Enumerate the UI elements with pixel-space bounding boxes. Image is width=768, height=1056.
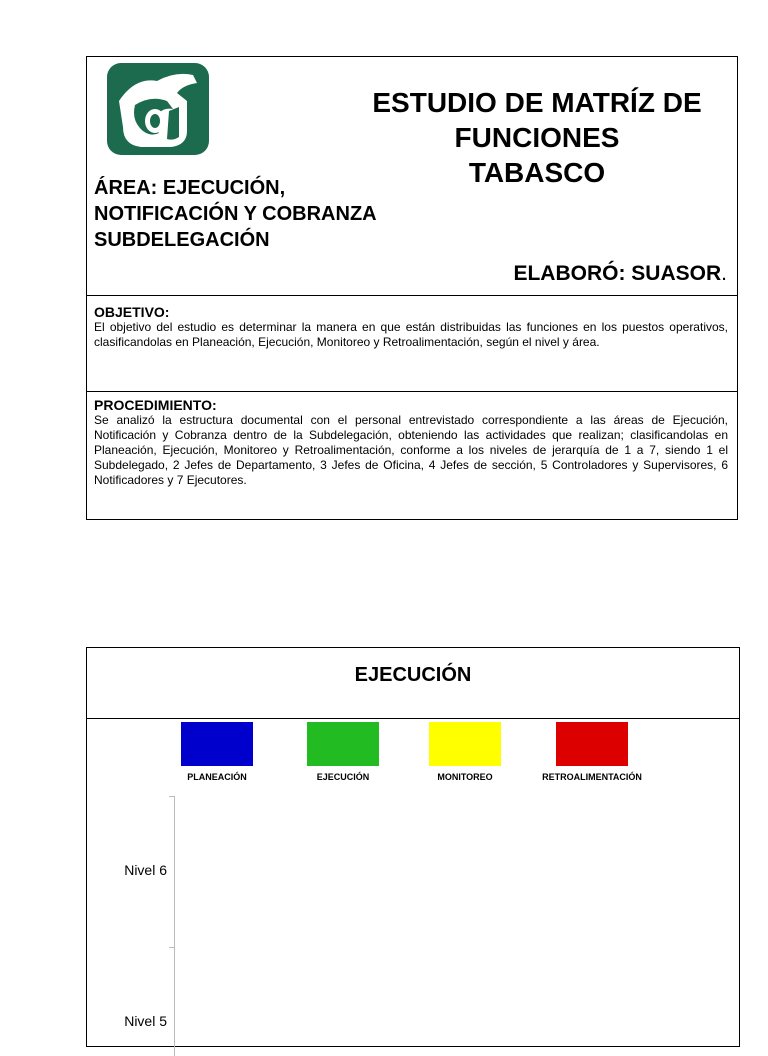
y-tick-label: Nivel 5 (124, 1013, 167, 1029)
y-tick-label: Nivel 6 (124, 862, 167, 878)
area-line: ÁREA: EJECUCIÓN, (94, 177, 286, 199)
author-dot: . (721, 262, 727, 285)
divider (87, 295, 737, 296)
objetivo-heading: OBJETIVO: (94, 304, 170, 320)
y-axis-tick (169, 947, 174, 948)
area-line: SUBDELEGACIÓN (94, 229, 270, 251)
chart-title: EJECUCIÓN (354, 664, 472, 686)
author-text: ELABORÓ: SUASOR (513, 262, 722, 285)
legend-swatch-planeacion (181, 722, 253, 766)
author-label (513, 262, 727, 286)
title-line: FUNCIONES (454, 122, 620, 153)
title-line: ESTUDIO DE MATRÍZ DE (372, 87, 702, 118)
legend-label-retroalimentacion: RETROALIMENTACIÓN (542, 772, 642, 782)
legend-swatch-ejecucion (307, 722, 379, 766)
document-title (337, 85, 737, 190)
y-axis-tick (169, 796, 174, 797)
legend-label-ejecucion: EJECUCIÓN (316, 772, 370, 782)
header-box (86, 56, 738, 520)
procedimiento-heading: PROCEDIMIENTO: (94, 397, 217, 413)
chart-box (86, 647, 740, 1047)
divider (87, 718, 739, 719)
procedimiento-text: Se analizó la estructura documental con el personal entrevistado correspondiente a las áreas de Ejecución, Notificación y Cobranza dentro de la Subdelegación, obteniendo las actividades que realizan; clasificandolas en Planeación, Ejecución, Monitoreo y Retroalimentación, conforme a los niveles de jerarquía de 1 a 7, siendo 1 el Subdelegado, 2 Jefes de Departamento, 3 Jefes de Oficina, 4 Jefes de sección, 5 Controladores y Supervisores, 6 Notificadores y 7 Ejecutores. (94, 413, 728, 487)
area-heading (94, 175, 377, 253)
y-axis (174, 796, 175, 1056)
area-line: NOTIFICACIÓN Y COBRANZA (94, 203, 377, 225)
objetivo-text: El objetivo del estudio es determinar la manera en que están distribuidas las funciones en los puestos operativos, clasificandolas en Planeación, Ejecución, Monitoreo y Retroalimentación, según el nivel y área. (94, 320, 728, 349)
legend-swatch-retroalimentacion (556, 722, 628, 766)
divider (87, 391, 737, 392)
legend-label-planeacion: PLANEACIÓN (187, 772, 247, 782)
legend-label-monitoreo: MONITOREO (437, 772, 493, 782)
imss-logo-icon (105, 61, 211, 157)
legend-swatch-monitoreo (429, 722, 501, 766)
title-line: TABASCO (468, 157, 606, 188)
